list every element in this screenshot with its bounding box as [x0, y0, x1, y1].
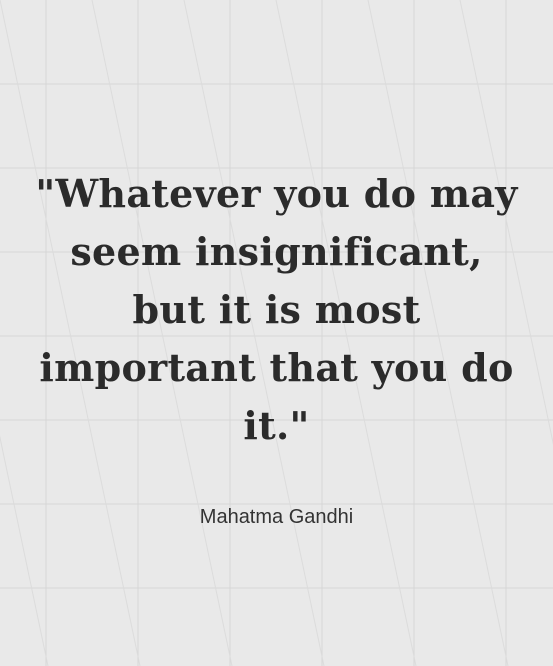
quote-line: important that you do [39, 345, 514, 390]
quote-line: but it is most [132, 287, 421, 332]
quote-author: Mahatma Gandhi [199, 506, 354, 528]
quote-line: seem insignificant, [70, 229, 483, 274]
quote-text [20, 165, 533, 455]
quote-line: it." [243, 403, 310, 448]
quote-line: "Whatever you do may [35, 171, 518, 216]
